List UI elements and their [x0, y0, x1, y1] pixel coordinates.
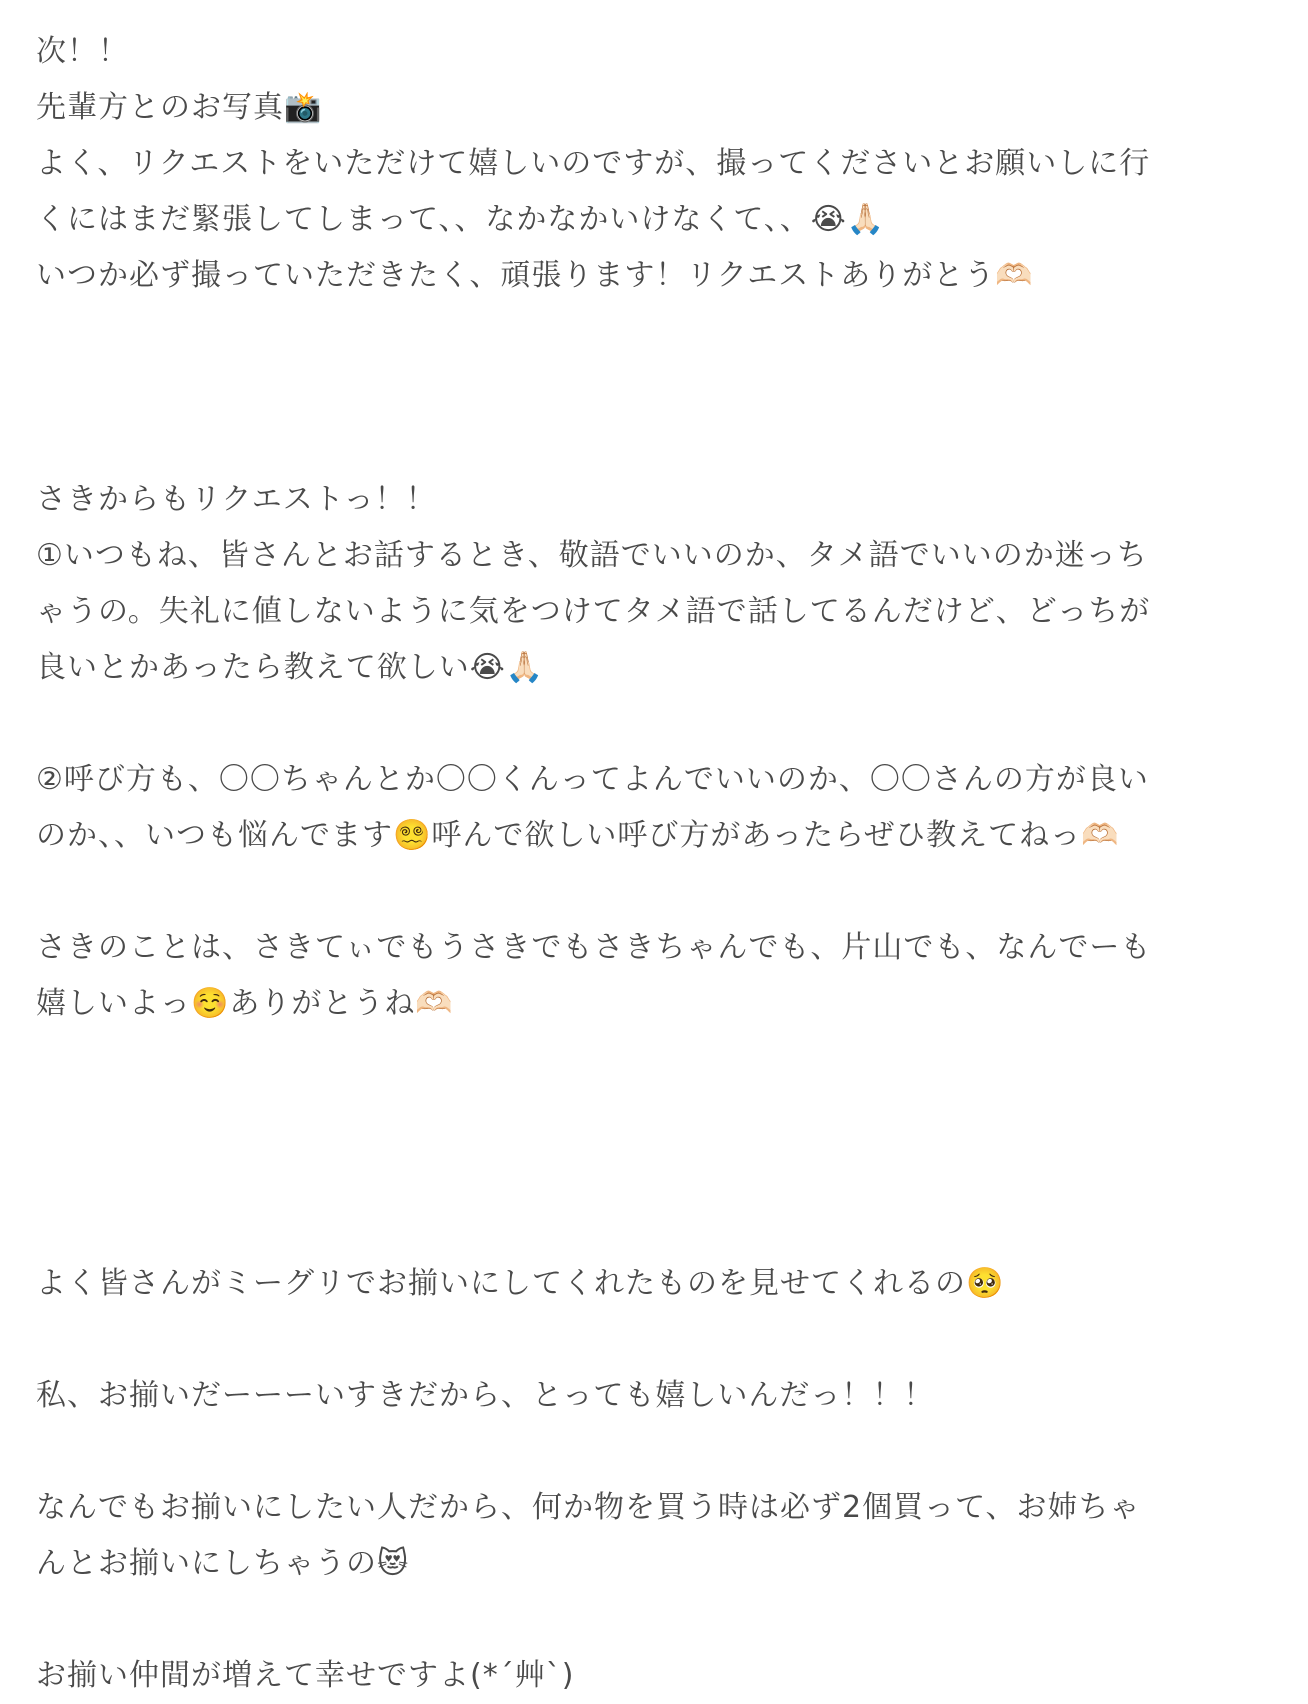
post-line: 嬉しいよっ☺️ありがとうね🫶🏻: [36, 986, 454, 1021]
post-line: んとお揃いにしちゃうの😻: [36, 1546, 410, 1581]
blank-line: [36, 1088, 1286, 1144]
blank-line: [36, 304, 1286, 360]
post-line: ②呼び方も、〇〇ちゃんとか〇〇くんってよんでいいのか、〇〇さんの方が良い: [36, 762, 1149, 797]
blank-line: [36, 1200, 1286, 1256]
blank-line: [36, 864, 1286, 920]
post-line: ゃうの。失礼に値しないように気をつけてタメ語で話してるんだけど、どっちが: [36, 594, 1151, 629]
post-line: 次！！: [36, 34, 129, 69]
blank-line: [36, 1592, 1286, 1648]
blog-post-body: [36, 24, 1286, 1704]
blank-line: [36, 360, 1286, 416]
blank-line: [36, 1424, 1286, 1480]
post-line: さきのことは、さきてぃでもうさきでもさきちゃんでも、片山でも、なんでーも: [36, 930, 1152, 965]
blank-line: [36, 416, 1286, 472]
post-line: なんでもお揃いにしたい人だから、何か物を買う時は必ず2個買って、お姉ちゃ: [36, 1490, 1141, 1525]
post-line: いつか必ず撮っていただきたく、頑張ります！リクエストありがとう🫶🏻: [36, 258, 1034, 293]
post-line: 私、お揃いだーーーいすきだから、とっても嬉しいんだっ！！！: [36, 1378, 935, 1413]
post-line: 先輩方とのお写真📸: [36, 90, 323, 125]
post-line: 良いとかあったら教えて欲しい😭🙏🏻: [36, 650, 545, 685]
post-line: くにはまだ緊張してしまって、、なかなかいけなくて、、😭🙏🏻: [36, 202, 886, 237]
post-line: よく、リクエストをいただけて嬉しいのですが、撮ってくださいとお願いしに行: [36, 146, 1151, 181]
post-line: お揃い仲間が増えて幸せですよ(*´艸`): [36, 1658, 575, 1693]
post-line: ①いつもね、皆さんとお話するとき、敬語でいいのか、タメ語でいいのか迷っち: [36, 538, 1148, 573]
blank-line: [36, 1144, 1286, 1200]
blank-line: [36, 1312, 1286, 1368]
blank-line: [36, 696, 1286, 752]
blank-line: [36, 1032, 1286, 1088]
post-line: さきからもリクエストっ！！: [36, 482, 437, 517]
post-line: のか、、いつも悩んでます😵‍💫呼んで欲しい呼び方があったらぜひ教えてねっ🫶🏻: [36, 818, 1120, 853]
post-line: よく皆さんがミーグリでお揃いにしてくれたものを見せてくれるの🥺: [36, 1266, 1005, 1301]
